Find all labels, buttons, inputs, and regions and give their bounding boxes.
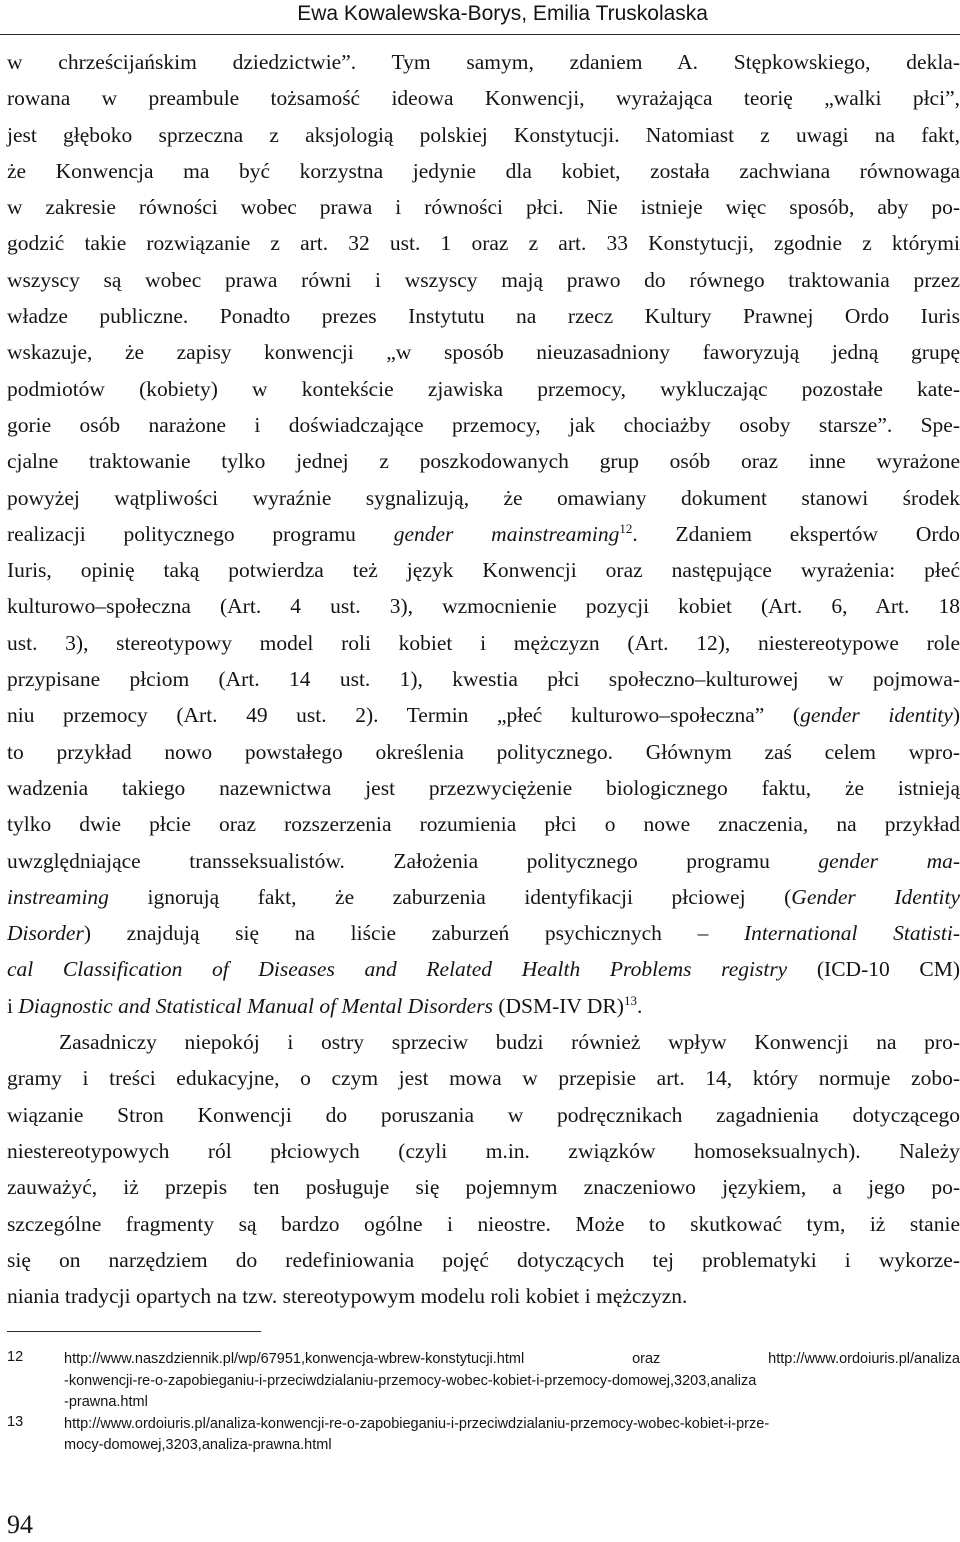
text-segment: w chrześcijańskim dziedzictwie”. Tym samym, zdaniem A. Stępkowskiego, dekla- bbox=[7, 50, 960, 74]
text-line bbox=[7, 734, 960, 770]
text-line bbox=[7, 770, 960, 806]
text-segment: cjalne traktowanie tylko jednej z poszkodowanych grup osób oraz inne wyrażone bbox=[7, 449, 960, 474]
text-segment: ust. 3), stereotypowy model roli kobiet i mężczyzn (Art. 12), niestereotypowe role bbox=[7, 630, 960, 655]
footnote-link[interactable]: mocy-domowej,3203,analiza-prawna.html bbox=[64, 1437, 332, 1453]
text-segment: ) bbox=[952, 703, 960, 728]
text-line bbox=[7, 44, 960, 80]
text-segment: to przykład nowo powstałego określenia politycznego. Głównym zaś celem wpro- bbox=[7, 739, 960, 764]
italic-text: gender ma- bbox=[818, 848, 960, 873]
text-segment: ignorują fakt, że zaburzenia identyfikacji płciowej ( bbox=[108, 884, 792, 909]
footnote-link[interactable]: http://www.ordoiuris.pl/analiza-konwencji-re-o-zapobieganiu-i-przeciwdzialaniu-przemocy-wobec-kobiet-i-prze- bbox=[64, 1415, 770, 1432]
text-line bbox=[7, 1060, 960, 1096]
text-line bbox=[7, 915, 960, 951]
text-segment: że Konwencja ma być korzystna jedynie dla kobiet, została zachwiana równowaga bbox=[7, 158, 960, 183]
body-text bbox=[7, 44, 960, 1314]
text-segment: niania tradycji opartych na tzw. stereotypowym modelu roli kobiet i mężczyzn. bbox=[7, 1284, 688, 1309]
text-segment: tylko dwie płcie oraz rozszerzenia rozumienia płci o nowe znaczenia, na przykład bbox=[7, 812, 960, 837]
footnote bbox=[7, 1414, 960, 1457]
text-segment: (DSM-IV DR) bbox=[492, 993, 624, 1018]
running-header: Ewa Kowalewska-Borys, Emilia Truskolaska bbox=[297, 2, 708, 25]
text-segment: szczególne fragmenty są bardzo ogólne i nieostre. Może to skutkować tym, iż stanie bbox=[7, 1211, 960, 1236]
text-segment: w zakresie równości wobec prawa i równości płci. Nie istnieje więc sposób, aby po- bbox=[7, 195, 960, 220]
text-line bbox=[7, 588, 960, 624]
text-line bbox=[7, 117, 960, 153]
footnote-divider bbox=[7, 1331, 261, 1332]
text-segment: i bbox=[7, 993, 19, 1018]
text-line bbox=[7, 1133, 960, 1169]
text-line bbox=[7, 153, 960, 189]
text-segment: gramy i treści edukacyjne, o czym jest mowa w przepisie art. 14, który normuje zobo- bbox=[7, 1066, 960, 1091]
text-segment: Zasadniczy niepokój i ostry sprzeciw budzi również wpływ Konwencji na pro- bbox=[59, 1030, 960, 1055]
text-segment: wiązanie Stron Konwencji do poruszania w podręcznikach zagadnienia dotyczącego bbox=[7, 1102, 960, 1127]
text-line bbox=[7, 80, 960, 116]
text-line bbox=[7, 843, 960, 879]
text-line bbox=[7, 879, 960, 915]
italic-text: instreaming bbox=[7, 884, 109, 909]
text-line bbox=[7, 298, 960, 334]
text-line bbox=[7, 625, 960, 661]
text-segment: podmiotów (kobiety) w kontekście zjawiska przemocy, wykluczając pozostałe kate- bbox=[7, 376, 960, 401]
italic-text: International Statisti- bbox=[743, 921, 960, 946]
text-segment: niu przemocy (Art. 49 ust. 2). Termin „płeć kulturowo–społeczna” ( bbox=[7, 703, 801, 728]
text-line bbox=[7, 1097, 960, 1133]
footnote-reference: 13 bbox=[623, 992, 637, 1008]
text-line bbox=[7, 480, 960, 516]
italic-text: gender identity bbox=[800, 703, 953, 728]
text-segment: Iuris, opinię taką potwierdza też język Konwencji oraz następujące wyrażenia: płeć bbox=[7, 558, 960, 583]
text-segment: godzić takie rozwiązanie z art. 32 ust. 1 oraz z art. 33 Konstytucji, zgodnie z którymi bbox=[7, 231, 960, 256]
text-segment: władze publiczne. Ponadto prezes Instytutu na rzecz Kultury Prawnej Ordo Iuris bbox=[7, 304, 960, 329]
text-line bbox=[7, 443, 960, 479]
footnote-link[interactable]: -prawna.html bbox=[64, 1394, 148, 1410]
italic-text: Disorder bbox=[7, 921, 84, 946]
text-segment: rowana w preambule tożsamość ideowa Konwencji, wyrażająca teorię „walki płci”, bbox=[7, 86, 960, 111]
text-segment: realizacji politycznego programu bbox=[7, 521, 394, 546]
text-line bbox=[7, 951, 960, 987]
header-divider bbox=[0, 34, 960, 35]
footnotes bbox=[7, 1349, 960, 1457]
text-line bbox=[7, 552, 960, 588]
italic-text: Gender Identity bbox=[791, 884, 960, 909]
page-number: 94 bbox=[7, 1510, 33, 1539]
footnote-number: 13 bbox=[7, 1413, 24, 1430]
text-segment: przypisane płciom (Art. 14 ust. 1), kwestia płci społeczno–kulturowej w pojmowa- bbox=[7, 667, 960, 692]
text-segment: niestereotypowych ról płciowych (czyli m.in. związków homoseksualnych). Należy bbox=[7, 1138, 960, 1163]
text-segment: wszyscy są wobec prawa równi i wszyscy mają prawo do równego traktowania przez bbox=[7, 267, 960, 292]
text-line bbox=[7, 661, 960, 697]
text-segment: jest głęboko sprzeczna z aksjologią polskiej Konstytucji. Natomiast z uwagi na fakt, bbox=[7, 122, 960, 147]
text-line bbox=[7, 407, 960, 443]
text-segment: wadzenia takiego nazewnictwa jest przezwyciężenie biologicznego faktu, że istnieją bbox=[7, 775, 960, 800]
text-line bbox=[7, 1169, 960, 1205]
text-line bbox=[7, 262, 960, 298]
text-line bbox=[7, 1024, 960, 1060]
text-line bbox=[7, 1278, 960, 1314]
italic-text: cal Classification of Diseases and Related Health Problems registry bbox=[7, 957, 788, 982]
text-segment: powyżej wątpliwości wyraźnie sygnalizują, że omawiany dokument stanowi środek bbox=[7, 485, 960, 510]
footnote-number: 12 bbox=[7, 1349, 24, 1365]
text-line bbox=[7, 988, 960, 1024]
italic-text: Diagnostic and Statistical Manual of Mental Disorders bbox=[18, 993, 493, 1018]
text-segment: gorie osób narażone i doświadczające przemocy, jak chociażby osoby starsze”. Spe- bbox=[7, 412, 960, 437]
text-segment: ) znajdują się na liście zaburzeń psychicznych – bbox=[83, 921, 744, 946]
text-segment: kulturowo–społeczna (Art. 4 ust. 3), wzmocnienie pozycji kobiet (Art. 6, Art. 18 bbox=[7, 594, 960, 619]
text-segment: (ICD-10 CM) bbox=[787, 957, 960, 982]
text-line bbox=[7, 225, 960, 261]
text-line bbox=[7, 371, 960, 407]
text-line bbox=[7, 334, 960, 370]
text-line bbox=[7, 697, 960, 733]
text-segment: wskazuje, że zapisy konwencji „w sposób nieuzasadniony faworyzują jedną grupę bbox=[7, 340, 960, 365]
text-segment: się on narzędziem do redefiniowania pojęć dotyczących tej problematyki i wykorze- bbox=[7, 1247, 960, 1272]
text-line bbox=[7, 189, 960, 225]
text-line bbox=[7, 806, 960, 842]
text-line bbox=[7, 516, 960, 552]
text-segment: zauważyć, iż przepis ten posługuje się pojemnym znaczeniowo językiem, a jego po- bbox=[7, 1175, 960, 1200]
text-line bbox=[7, 1206, 960, 1242]
text-line bbox=[7, 1242, 960, 1278]
footnote-reference: 12 bbox=[619, 520, 633, 536]
footnote-link[interactable]: http://www.naszdziennik.pl/wp/67951,konwencja-wbrew-konstytucji.html oraz http://www.ordoiuris.pl/analiza bbox=[64, 1351, 960, 1367]
text-segment: . bbox=[636, 993, 643, 1018]
text-segment: . Zdaniem ekspertów Ordo bbox=[632, 521, 960, 546]
text-segment: uwzględniające transseksualistów. Założenia politycznego programu bbox=[7, 848, 819, 873]
footnote bbox=[7, 1349, 960, 1414]
italic-text: gender mainstreaming bbox=[393, 521, 620, 546]
footnote-link[interactable]: -konwencji-re-o-zapobieganiu-i-przeciwdzialaniu-przemocy-wobec-kobiet-i-przemocy-domowej,3203,analiza bbox=[64, 1372, 757, 1389]
